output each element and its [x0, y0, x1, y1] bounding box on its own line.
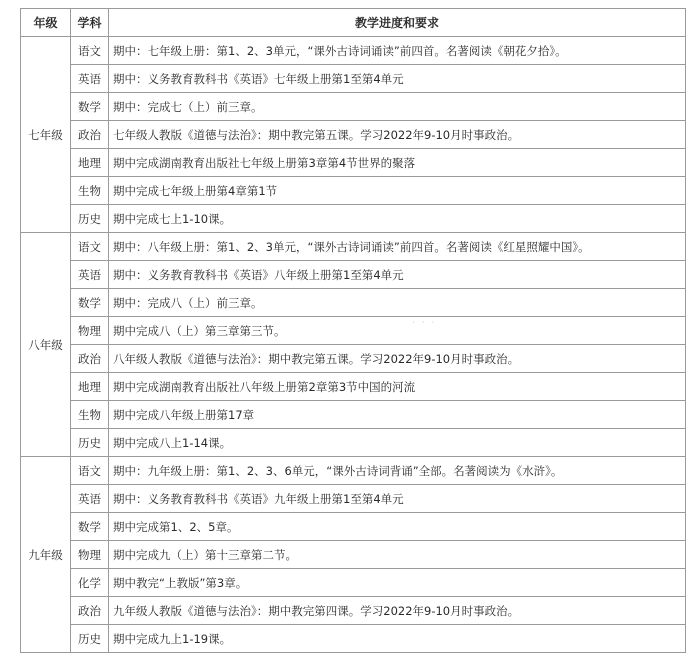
grade-7-cell: 七年级	[21, 37, 71, 233]
table-row	[21, 177, 686, 205]
table-row	[21, 541, 686, 569]
progress-cell: 期中教完“上教版”第3章。	[109, 569, 686, 597]
progress-cell: 期中：完成七（上）前三章。	[109, 93, 686, 121]
subject-cell: 政治	[71, 345, 109, 373]
progress-cell: 期中完成九上1-19课。	[109, 625, 686, 653]
table-header-row	[21, 9, 686, 37]
progress-cell: 期中完成八上1-14课。	[109, 429, 686, 457]
table-row	[21, 401, 686, 429]
progress-cell: 期中完成七年级上册第4章第1节	[109, 177, 686, 205]
table-row	[21, 457, 686, 485]
subject-cell: 历史	[71, 205, 109, 233]
grade-9-cell: 九年级	[21, 457, 71, 653]
progress-cell: 七年级人教版《道德与法治》：期中教完第五课。学习2022年9-10月时事政治。	[109, 121, 686, 149]
subject-cell: 英语	[71, 65, 109, 93]
subject-cell: 生物	[71, 177, 109, 205]
progress-cell: 期中：义务教育教科书《英语》八年级上册第1至第4单元	[109, 261, 686, 289]
subject-cell: 语文	[71, 457, 109, 485]
progress-cell: 期中完成湖南教育出版社七年级上册第3章第4节世界的聚落	[109, 149, 686, 177]
progress-cell: 期中：义务教育教科书《英语》九年级上册第1至第4单元	[109, 485, 686, 513]
subject-cell: 英语	[71, 261, 109, 289]
table-row	[21, 289, 686, 317]
table-row	[21, 233, 686, 261]
progress-cell: 期中完成第1、2、5章。	[109, 513, 686, 541]
table-row	[21, 485, 686, 513]
subject-cell: 物理	[71, 317, 109, 345]
progress-cell: 期中完成八年级上册第17章	[109, 401, 686, 429]
table-row	[21, 93, 686, 121]
subject-cell: 数学	[71, 93, 109, 121]
progress-cell: 期中完成七上1-10课。	[109, 205, 686, 233]
faint-watermark-dots: · · ·	[412, 318, 437, 328]
subject-cell: 物理	[71, 541, 109, 569]
subject-cell: 数学	[71, 289, 109, 317]
subject-cell: 语文	[71, 233, 109, 261]
subject-cell: 地理	[71, 149, 109, 177]
progress-cell: 九年级人教版《道德与法治》：期中教完第四课。学习2022年9-10月时事政治。	[109, 597, 686, 625]
progress-cell: 八年级人教版《道德与法治》：期中教完第五课。学习2022年9-10月时事政治。	[109, 345, 686, 373]
table-row	[21, 205, 686, 233]
progress-cell: 期中：完成八（上）前三章。	[109, 289, 686, 317]
subject-cell: 历史	[71, 429, 109, 457]
table-row	[21, 65, 686, 93]
table-row	[21, 149, 686, 177]
table-row	[21, 513, 686, 541]
subject-cell: 历史	[71, 625, 109, 653]
table-row	[21, 37, 686, 65]
subject-cell: 数学	[71, 513, 109, 541]
table-body	[21, 37, 686, 653]
header-progress: 教学进度和要求	[109, 9, 686, 37]
table-row	[21, 429, 686, 457]
progress-cell: 期中完成八（上）第三章第三节。	[109, 317, 686, 345]
cropped-heading-strip	[0, 0, 230, 6]
progress-cell: 期中：七年级上册：第1、2、3单元，“课外古诗词诵读”前四首。名著阅读《朝花夕拾》。	[109, 37, 686, 65]
grade-8-cell: 八年级	[21, 233, 71, 457]
progress-cell: 期中：八年级上册：第1、2、3单元，“课外古诗词诵读”前四首。名著阅读《红星照耀中国》。	[109, 233, 686, 261]
table-row	[21, 317, 686, 345]
progress-cell: 期中完成湖南教育出版社八年级上册第2章第3节中国的河流	[109, 373, 686, 401]
table-row	[21, 569, 686, 597]
header-subject: 学科	[71, 9, 109, 37]
progress-cell: 期中：义务教育教科书《英语》七年级上册第1至第4单元	[109, 65, 686, 93]
table-row	[21, 625, 686, 653]
table-row	[21, 597, 686, 625]
subject-cell: 政治	[71, 597, 109, 625]
progress-cell: 期中完成九（上）第十三章第二节。	[109, 541, 686, 569]
subject-cell: 生物	[71, 401, 109, 429]
table-row	[21, 261, 686, 289]
subject-cell: 语文	[71, 37, 109, 65]
subject-cell: 地理	[71, 373, 109, 401]
teaching-progress-table	[20, 8, 686, 653]
table-row	[21, 373, 686, 401]
progress-cell: 期中：九年级上册：第1、2、3、6单元，“课外古诗词背诵”全部。名著阅读为《水浒》。	[109, 457, 686, 485]
table-row	[21, 345, 686, 373]
header-grade: 年级	[21, 9, 71, 37]
table-row	[21, 121, 686, 149]
subject-cell: 英语	[71, 485, 109, 513]
subject-cell: 化学	[71, 569, 109, 597]
subject-cell: 政治	[71, 121, 109, 149]
